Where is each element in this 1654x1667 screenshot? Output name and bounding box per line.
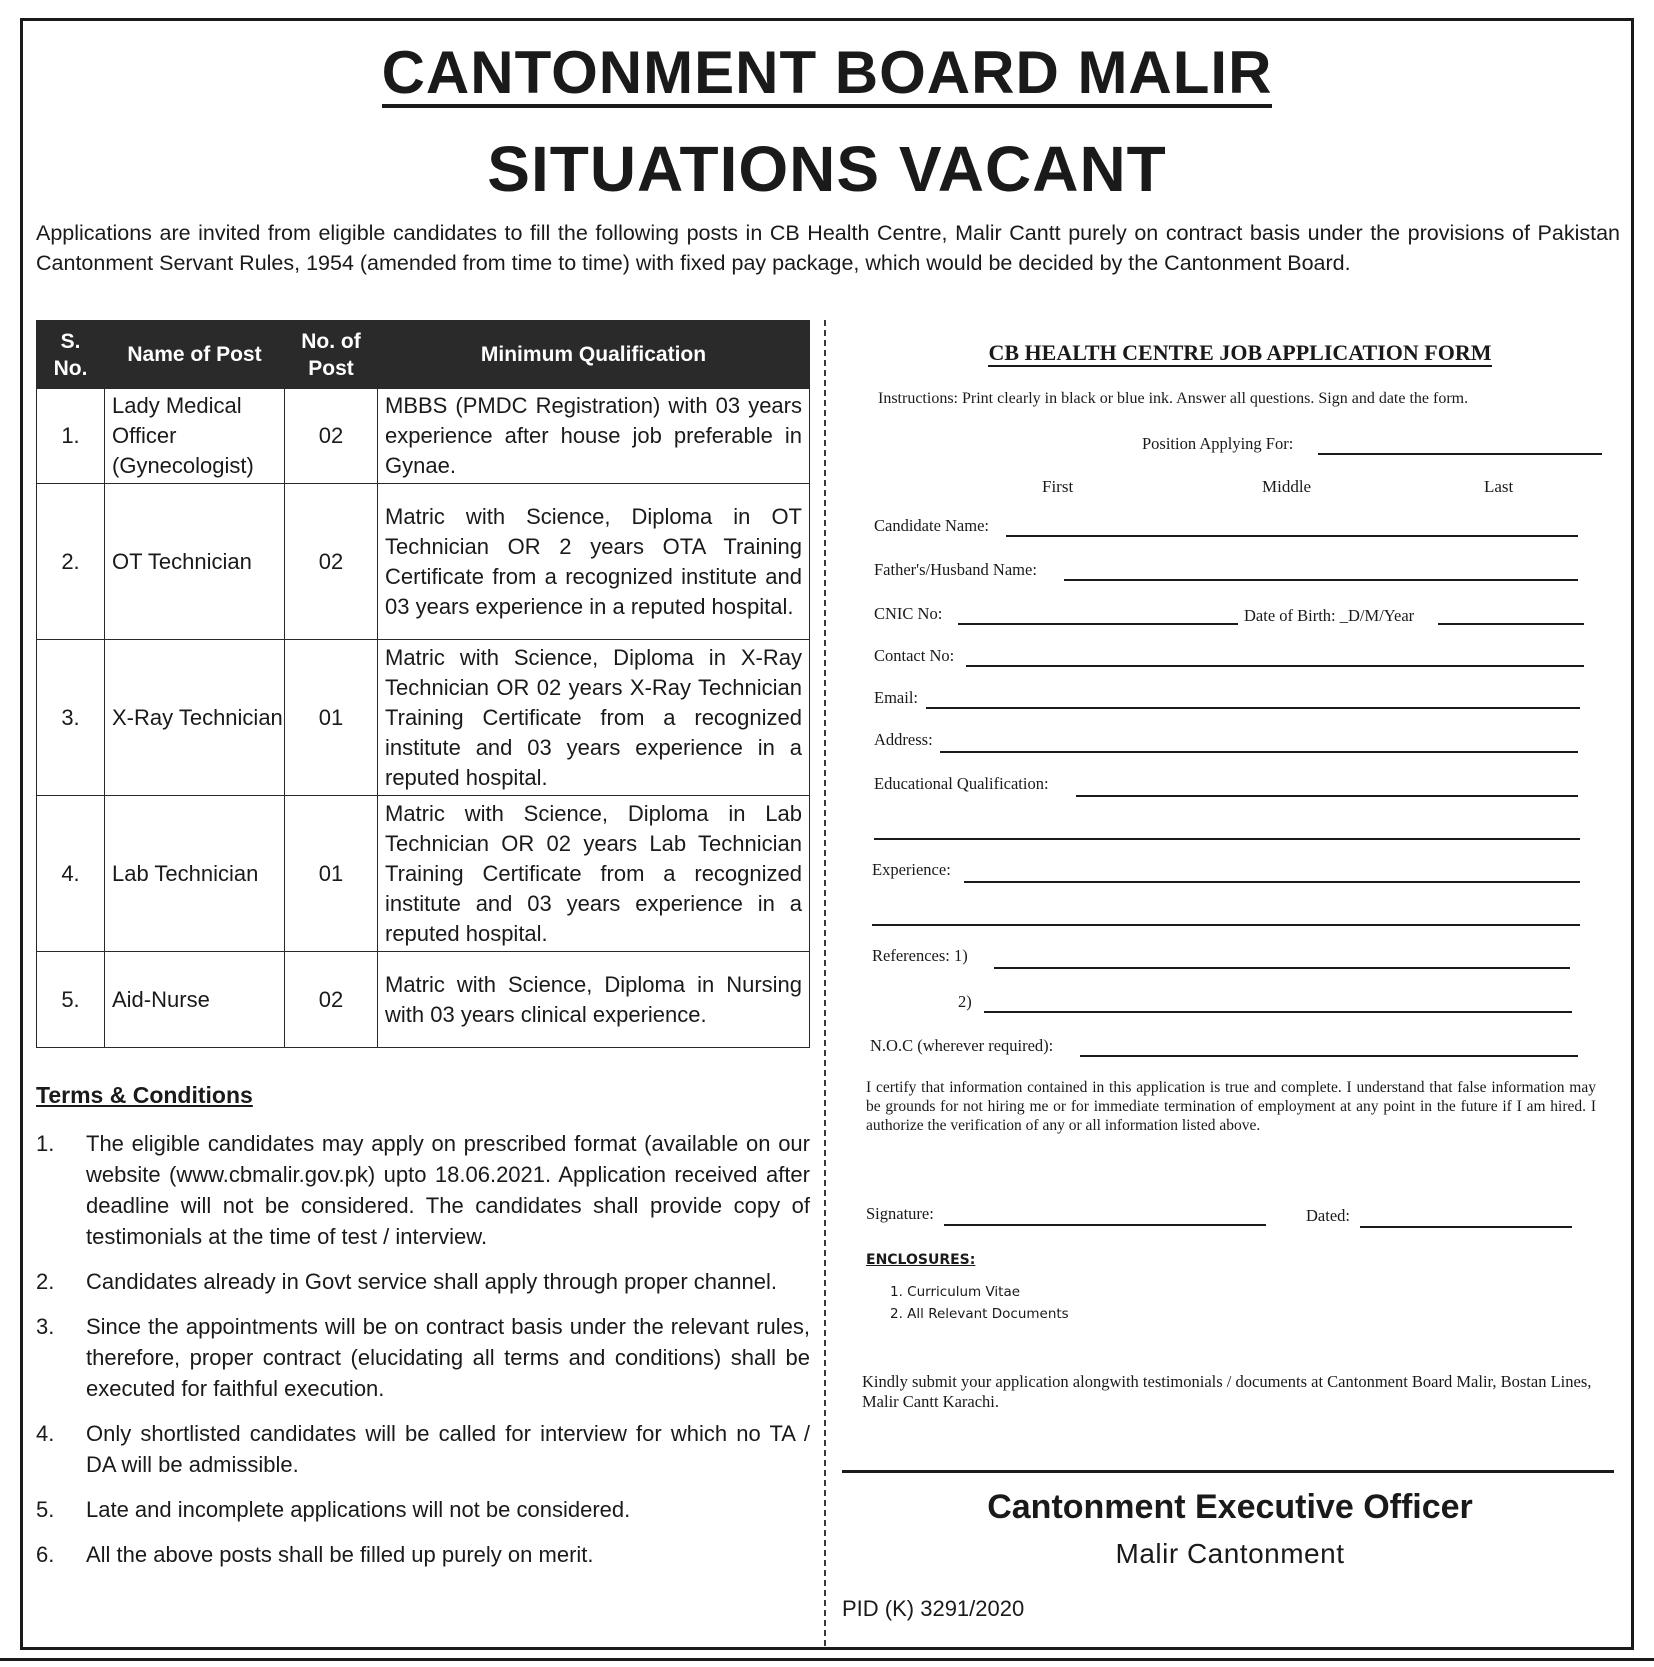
signature-label: Signature: [866,1204,934,1223]
noc-label: N.O.C (wherever required): [870,1036,1054,1055]
noc-field[interactable] [1080,1055,1578,1057]
term-text: Candidates already in Govt service shall apply through proper channel. [86,1269,777,1294]
list-item [36,1539,810,1570]
term-text: Only shortlisted candidates will be called for interview for which no TA / DA will be admissible. [86,1421,810,1477]
term-number: 6. [36,1542,55,1567]
row-post-count: 01 [285,796,378,952]
row-post-name: OT Technician [105,484,285,640]
candidate-name-label: Candidate Name: [874,516,990,535]
row-post-name: Lab Technician [105,796,285,952]
list-item [36,1418,810,1480]
list-item [36,1494,810,1525]
cnic-label: CNIC No: [874,604,943,623]
submit-instructions: Kindly submit your application alongwith testimonials / documents at Cantonment Board Malir, Bostan Lines, Malir Cantt Karachi. [862,1372,1592,1411]
pid-number: PID (K) 3291/2020 [842,1596,1025,1621]
reference-2-field[interactable] [984,1011,1572,1013]
row-post-name: Aid-Nurse [105,952,285,1048]
term-number: 5. [36,1497,55,1522]
row-sno: 1. [37,389,105,484]
table-row [37,796,810,952]
page-title: CANTONMENT BOARD MALIR [381,39,1273,106]
certification-text: I certify that information contained in this application is true and complete. I understand that false information may be grounds for not hiring me or for immediate termination of employment at any point in the future if I am hired. I authorize the verification of any or all information listed above. [866,1079,1596,1134]
term-text: The eligible candidates may apply on prescribed format (available on our website (www.cbmalir.gov.pk) upto 18.06.2021. Application received after deadline will not be considered. The candidates shall provide copy of testimonials at the time of test / interview. [86,1131,810,1249]
terms-heading: Terms & Conditions [36,1082,253,1108]
table-row [37,640,810,796]
address-field[interactable] [940,751,1578,753]
list-item [36,1266,810,1297]
row-post-count: 02 [285,484,378,640]
intro-paragraph: Applications are invited from eligible candidates to fill the following posts in CB Health Centre, Malir Cantt purely on contract basis under the provisions of Pakistan Cantonment Servant Rules, 1954 (amended from time to time) with fixed pay package, which would be decided by the Cantonment Board. [36,221,1620,275]
row-post-count: 01 [285,640,378,796]
row-sno: 2. [37,484,105,640]
dated-field[interactable] [1360,1226,1572,1228]
contact-label: Contact No: [874,646,955,665]
term-text: All the above posts shall be filled up purely on merit. [86,1542,594,1567]
enclosures-heading: ENCLOSURES: [866,1252,976,1268]
table-row [37,484,810,640]
term-number: 3. [36,1314,55,1339]
col-middle: Middle [1262,477,1312,496]
row-post-name: Lady Medical Officer (Gynecologist) [105,389,285,484]
row-post-count: 02 [285,389,378,484]
term-number: 2. [36,1269,55,1294]
form-title: CB HEALTH CENTRE JOB APPLICATION FORM [988,340,1492,365]
form-instructions: Instructions: Print clearly in black or blue ink. Answer all questions. Sign and date the form. [878,390,1469,407]
term-number: 1. [36,1131,55,1156]
dob-label: Date of Birth: _D/M/Year [1244,606,1415,625]
row-qualification: Matric with Science, Diploma in Lab Technician OR 02 years Lab Technician Training Certificate from a recognized institute and 03 years experience in a reputed hospital. [378,796,810,952]
bottom-rule [0,1658,1654,1661]
dated-label: Dated: [1306,1206,1350,1225]
terms-list [36,1128,810,1584]
reference-1-field[interactable] [994,967,1570,969]
row-qualification: Matric with Science, Diploma in Nursing with 03 years clinical experience. [378,952,810,1048]
experience-label: Experience: [872,860,951,879]
page-subtitle: SITUATIONS VACANT [487,133,1167,205]
contact-field[interactable] [966,665,1584,667]
column-divider [824,320,826,1646]
col-header-sno: S. No. [37,321,105,389]
table-header-row [37,321,810,389]
row-qualification: Matric with Science, Diploma in X-Ray Technician OR 02 years X-Ray Technician Training Certificate from a recognized institute and 03 years experience in a reputed hospital. [378,640,810,796]
experience-field[interactable] [964,881,1580,883]
position-label: Position Applying For: [1142,434,1294,453]
email-label: Email: [874,688,918,707]
education-field-2[interactable] [874,838,1580,840]
col-header-qual: Minimum Qualification [378,321,810,389]
table-row [37,389,810,484]
col-last: Last [1484,477,1514,496]
row-sno: 4. [37,796,105,952]
list-item: 1. Curriculum Vitae [890,1284,1021,1300]
list-item: 2. All Relevant Documents [890,1306,1069,1322]
education-label: Educational Qualification: [874,774,1049,793]
col-header-num: No. of Post [285,321,378,389]
email-field[interactable] [926,707,1580,709]
row-post-count: 02 [285,952,378,1048]
col-first: First [1042,477,1074,496]
term-text: Late and incomplete applications will not be considered. [86,1497,631,1522]
table-row [37,952,810,1048]
experience-field-2[interactable] [872,924,1580,926]
col-header-name: Name of Post [105,321,285,389]
list-item [36,1128,810,1252]
signature-rule [842,1470,1614,1473]
row-qualification: MBBS (PMDC Registration) with 03 years experience after house job preferable in Gynae. [378,389,810,484]
officer-office: Malir Cantonment [1115,1538,1345,1569]
candidate-name-field[interactable] [1006,535,1578,537]
references-label: References: 1) [872,946,968,965]
list-item [36,1311,810,1404]
reference-2-label: 2) [958,992,972,1011]
term-number: 4. [36,1421,55,1446]
row-sno: 3. [37,640,105,796]
education-field[interactable] [1076,795,1578,797]
address-label: Address: [874,730,933,749]
cnic-field[interactable] [958,623,1238,625]
father-name-label: Father's/Husband Name: [874,560,1037,579]
term-text: Since the appointments will be on contract basis under the relevant rules, therefore, proper contract (elucidating all terms and conditions) shall be executed for faithful execution. [86,1314,810,1401]
row-post-name: X-Ray Technician [105,640,285,796]
row-sno: 5. [37,952,105,1048]
signature-field[interactable] [944,1224,1266,1226]
position-field[interactable] [1318,453,1602,455]
dob-field[interactable] [1438,623,1584,625]
father-name-field[interactable] [1064,579,1578,581]
row-qualification: Matric with Science, Diploma in OT Technician OR 2 years OTA Training Certificate from a recognized institute and 03 years experience in a reputed hospital. [378,484,810,640]
posts-table [36,320,810,1048]
officer-title: Cantonment Executive Officer [987,1488,1473,1526]
